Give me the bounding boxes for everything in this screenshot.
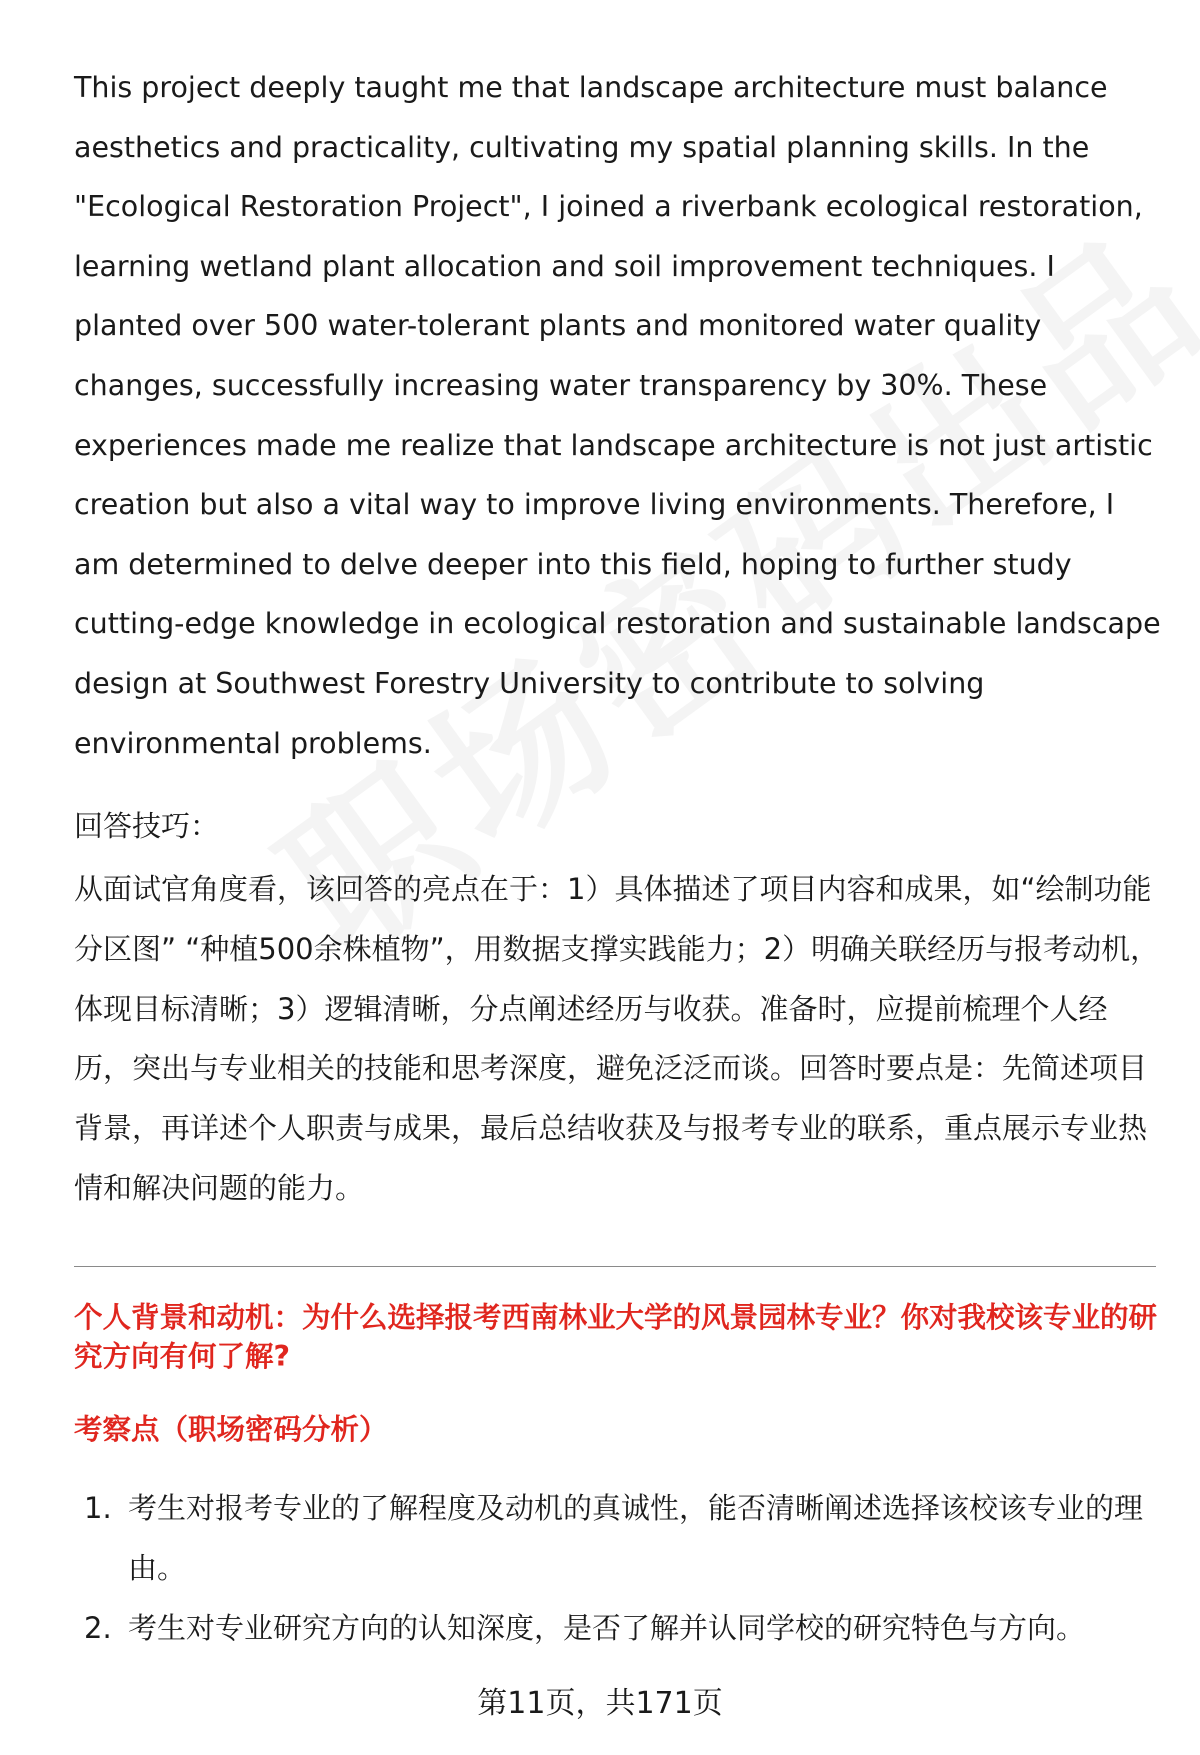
list-item-text: 考生对报考专业的了解程度及动机的真诚性，能否清晰阐述选择该校该专业的理由。 [128, 1491, 1144, 1585]
section-label: 考察点（职场密码分析） [74, 1413, 388, 1446]
list-item [74, 1598, 1164, 1658]
page-footer: 第11页，共171页 [477, 1686, 723, 1721]
list-item-number: 1. [84, 1491, 112, 1525]
tips-body: 从面试官角度看，该回答的亮点在于：1）具体描述了项目内容和成果，如“绘制功能分区图” “种植500余株植物”，用数据支撑实践能力；2）明确关联经历与报考动机，体现目标清晰；3）逻辑清晰，分点阐述经历与收获。准备时，应提前梳理个人经历，突出与专业相关的技能和思考深度，避免泛泛而谈。回答时要点是：先简述项目背景，再详述个人职责与成果，最后总结收获及与报考专业的联系，重点展示专业热情和解决问题的能力。 [74, 872, 1160, 1205]
question-heading: 个人背景和动机：为什么选择报考西南林业大学的风景园林专业？你对我校该专业的研究方向有何了解? [74, 1301, 1158, 1373]
list-item-number: 2. [84, 1611, 112, 1645]
tips-label: 回答技巧： [74, 809, 220, 843]
list-item-text: 考生对专业研究方向的认知深度，是否了解并认同学校的研究特色与方向。 [128, 1611, 1086, 1645]
list-item [74, 1478, 1164, 1598]
answer-paragraph: This project deeply taught me that landscape architecture must balance aesthetics and practicality, cultivating my spatial planning skills. In the "Ecological Restoration Project", I joined a riverbank ecological restoration, learning wetland plant allocation and soil improvement techniques. I planted over 500 water-tolerant plants and monitored water quality changes, successfully increasing water transparency by 30%. These experiences made me realize that landscape architecture is not just artistic creation but also a vital way to improve living environments. Therefore, I am determined to delve deeper into this field, hoping to further study cutting-edge knowledge in ecological restoration and sustainable landscape design at Southwest Forestry University to contribute to solving environmental problems. [74, 71, 1161, 760]
section-divider [74, 1266, 1156, 1267]
points-list [74, 1478, 1164, 1658]
